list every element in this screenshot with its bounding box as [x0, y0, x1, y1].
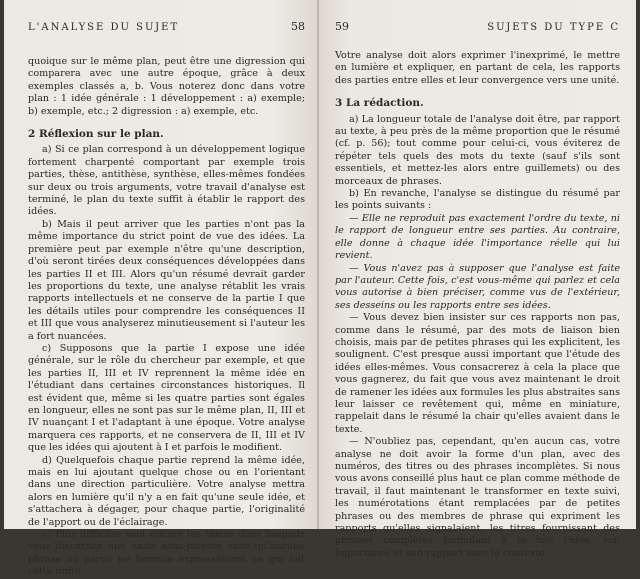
- section-heading: 3 La rédaction.: [335, 97, 424, 110]
- list-item: — N'oubliez pas, cependant, qu'en aucun cas, votre analyse ne doit avoir la forme d'un plan, avec des numéros, des titres ou des phrases incomplètes. Si nous vous avons conseillé plus haut ce plan comme méthode de travail, il faut maintenant le transformer en texte suivi, les numérotations étant remplacées par de petites phrases ou des membres de phrase qui expriment les rapports qu'elles signalaient, les titres fournissant des phrases complètes formulant à la fois l'idée, son importance et son rapport avec le contexte.: [335, 436, 620, 559]
- paragraph: b) Mais il peut arriver que les parties n'ont pas la même importance du strict point de vue des idées. La première peut par exemple n'être qu'une description, d'où seront tirées deux conséquences développées dans les parties II et III. Alors qu'un résumé devrait garder les proportions du texte, une analyse rétablit les vrais rapports intellectuels et ne conserve de la partie I que les détails utiles pour comprendre les conséquences II et III que vous analyserez minutieusement si l'auteur les a fort nuancées.: [28, 218, 305, 342]
- list-item: — Elle ne reproduit pas exactement l'ordre du texte, ni le rapport de longueur entre ses parties. Au contraire, elle donne à chaque idée l'importance réelle qui lui revient.: [335, 212, 620, 262]
- list-item: — Vous n'avez pas à supposer que l'analyse est faite par l'auteur. Cette fois, c'est vous-même qui parlez et cela vous autorise à bien préciser, comme vus de l'extérieur, ses desseins ou les rapports entre ses idées.: [335, 262, 620, 311]
- paragraph: c) Supposons que la partie I expose une idée générale, sur le rôle du chercheur par exemple, et que les parties II, III et IV reprennent la même idée en l'étudiant dans certaines circonstances historiques. Il est évident que, même si les quatre parties sont égales en longueur, elles ne sont pas sur le même plan, II, III et IV nuançant I et l'adaptant à une époque. Votre analyse marquera ces rapports, et ne conservera de II, III et IV que les idées qui ajoutent à I et parfois le modifient.: [28, 342, 305, 454]
- paragraph: d) Quelquefois chaque partie reprend la même idée, mais en lui ajoutant quelque chose ou en l'orientant dans une direction particulière. Votre analyse mettra alors en lumière qu'il n'y a en fait qu'une seule idée, et s'attachera à dégager, pour chaque partie, l'originalité de l'apport ou de l'éclairage.: [28, 454, 305, 528]
- book-spread: [4, 0, 636, 578]
- paragraph: e) Plus difficiles sont encore les textes dans lesquels vous discernez une unité sous-jacente sans qu'aucune phrase ou partie ne formule expressément ce qui fait cette unité.: [28, 529, 305, 578]
- running-title: SUJETS DU TYPE C: [487, 22, 620, 33]
- left-page-body: [28, 56, 305, 579]
- running-title: L'ANALYSE DU SUJET: [28, 22, 180, 33]
- page-number: 59: [335, 20, 349, 33]
- right-page-body: [335, 50, 620, 560]
- right-page-header: [335, 20, 620, 46]
- list-item: — Vous devez bien insister sur ces rapports non pas, comme dans le résumé, par des mots de liaison bien choisis, mais par de petites phrases qui les explicitent, les soulignent. C'est presque aussi important que l'étude des idées elles-mêmes. Vous consacrerez à cela la place que vous gagnerez, du fait que vous avez maintenant le droit de ramener les idées aux formules les plus abstraites sans leur laisser ce revêtement qui, même en miniature, rappelait dans le résumé la chair qu'elles avaient dans le texte.: [335, 312, 620, 435]
- paragraph: quoique sur le même plan, peut être une digression qui comparera avec une autre époque, grâce à deux exemples classés a, b. Vous noterez donc dans votre plan : 1 idée générale : 1 développement : a) exemple; b) exemple, etc.; 2 digression : a) exemple, etc.: [28, 56, 305, 117]
- left-page-header: [28, 20, 305, 46]
- left-page: [4, 0, 317, 578]
- section-heading: 2 Réflexion sur le plan.: [28, 128, 164, 141]
- paragraph: a) Si ce plan correspond à un développement logique fortement charpenté comportant par exemple trois parties, thèse, antithèse, synthèse, elles-mêmes fondées sur deux ou trois arguments, votre travail d'analyse est terminé, le plan du texte suffit à établir le rapport des idées.: [28, 144, 305, 218]
- right-page: [317, 0, 636, 559]
- book-gutter: [317, 0, 319, 529]
- paragraph: b) En revanche, l'analyse se distingue du résumé par les points suivants :: [335, 188, 620, 212]
- paragraph: Votre analyse doit alors exprimer l'inexprimé, le mettre en lumière et expliquer, en partant de cela, les rapports des parties entre elles et leur convergence vers une unité.: [335, 50, 620, 86]
- paragraph: a) La longueur totale de l'analyse doit être, par rapport au texte, à peu près de la même proportion que le résumé (cf. p. 56); tout comme pour celui-ci, vous éviterez de répéter tels quels des mots du texte (sauf s'ils sont essentiels, et mettez-les alors entre guillemets) ou des morceaux de phrases.: [335, 113, 620, 187]
- page-number: 58: [291, 20, 305, 33]
